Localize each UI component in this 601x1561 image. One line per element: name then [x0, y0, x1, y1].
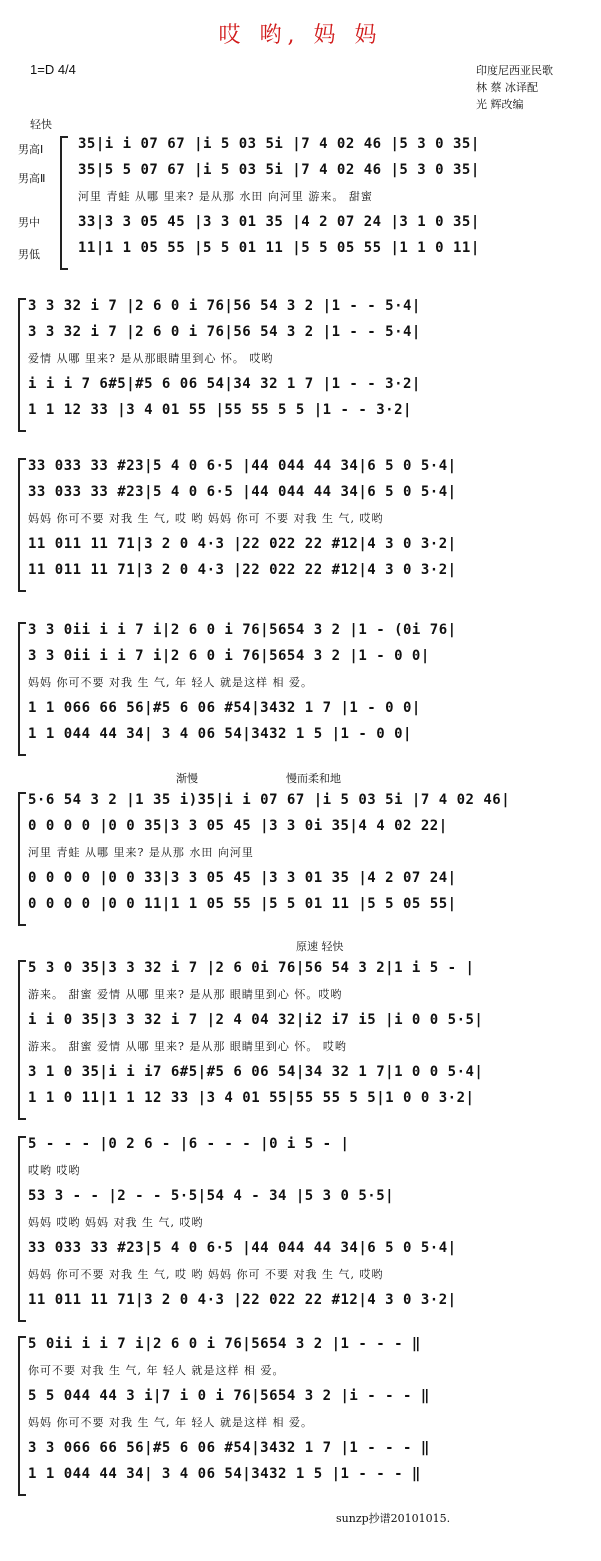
notation-line: 3 1 0 35|i i i7 6#5|#5 6 06 54|34 32 1 7|1 0 0 5·4| [28, 1064, 484, 1080]
notation-line: 11|1 1 05 55 |5 5 01 11 |5 5 05 55 |1 1 0 11| [78, 240, 480, 256]
system-brace [18, 622, 26, 756]
notation-line: 5 3 0 35|3 3 32 i 7 |2 6 0i 76|56 54 3 2|1 i 5 - | [28, 960, 475, 976]
lyric-line: 游来。 甜蜜 爱情 从哪 里来? 是从那 眼睛里到心 怀。 哎哟 [28, 1040, 347, 1053]
notation-line: 35|i i 07 67 |i 5 03 5i |7 4 02 46 |5 3 0 35| [78, 136, 480, 152]
notation-line: i i i 7 6#5|#5 6 06 54|34 32 1 7 |1 - - 3·2| [28, 376, 421, 392]
song-title: 哎 哟, 妈 妈 [218, 23, 383, 48]
notation-line: 33 033 33 #23|5 4 0 6·5 |44 044 44 34|6 5 0 5·4| [28, 484, 457, 500]
tempo-a-tempo: 原速 轻快 [296, 940, 344, 953]
lyric-line: 妈妈 你可不要 对我 生 气, 年 轻人 就是这样 相 爱。 [28, 676, 313, 689]
lyric-line: 妈妈 你可不要 对我 生 气, 哎 哟 妈妈 你可 不要 对我 生 气, 哎哟 [28, 1268, 384, 1281]
notation-line: 0 0 0 0 |0 0 35|3 3 05 45 |3 3 0i 35|4 4 02 22| [28, 818, 448, 834]
lyric-line: 爱情 从哪 里来? 是从那眼睛里到心 怀。 哎哟 [28, 352, 274, 365]
tempo-rit: 渐慢 [176, 772, 198, 785]
part-bass: 男低 [18, 248, 40, 261]
notation-line: 35|5 5 07 67 |i 5 03 5i |7 4 02 46 |5 3 0 35| [78, 162, 480, 178]
system-brace [18, 298, 26, 432]
notation-line: 3 3 0ii i i 7 i|2 6 0 i 76|5654 3 2 |1 - (0i 76| [28, 622, 457, 638]
lyric-line: 妈妈 哎哟 妈妈 对我 生 气, 哎哟 [28, 1216, 204, 1229]
notation-line: 11 011 11 71|3 2 0 4·3 |22 022 22 #12|4 3 0 3·2| [28, 562, 457, 578]
system-brace [18, 792, 26, 926]
credit-translators: 林 蔡 冰译配 [476, 81, 538, 94]
lyric-line: 河里 青蛙 从哪 里来? 是从那 水田 向河里 游来。 甜蜜 [78, 190, 373, 203]
notation-line: 33 033 33 #23|5 4 0 6·5 |44 044 44 34|6 5 0 5·4| [28, 1240, 457, 1256]
notation-line: 3 3 066 66 56|#5 6 06 #54|3432 1 7 |1 - - - ‖ [28, 1440, 430, 1456]
lyric-line: 你可不要 对我 生 气, 年 轻人 就是这样 相 爱。 [28, 1364, 285, 1377]
credits [476, 62, 553, 113]
notation-line: 1 1 044 44 34| 3 4 06 54|3432 1 5 |1 - 0 0| [28, 726, 412, 742]
part-baritone: 男中 [18, 216, 40, 229]
part-tenor-1: 男高Ⅰ [18, 143, 44, 156]
system-brace [18, 960, 26, 1120]
notation-line: 5·6 54 3 2 |1 35 i)35|i i 07 67 |i 5 03 5i |7 4 02 46| [28, 792, 511, 808]
notation-line: 5 - - - |0 2 6 - |6 - - - |0 i 5 - | [28, 1136, 350, 1152]
lyric-line: 游来。 甜蜜 爱情 从哪 里来? 是从那 眼睛里到心 怀。哎哟 [28, 988, 343, 1001]
system-brace [60, 136, 68, 270]
notation-line: 33|3 3 05 45 |3 3 01 35 |4 2 07 24 |3 1 0 35| [78, 214, 480, 230]
notation-line: 1 1 0 11|1 1 12 33 |3 4 01 55|55 55 5 5|1 0 0 3·2| [28, 1090, 475, 1106]
system-brace [18, 1136, 26, 1322]
notation-line: i i 0 35|3 3 32 i 7 |2 4 04 32|i2 i7 i5 |i 0 0 5·5| [28, 1012, 484, 1028]
notation-line: 33 033 33 #23|5 4 0 6·5 |44 044 44 34|6 5 0 5·4| [28, 458, 457, 474]
notation-line: 5 5 044 44 3 i|7 i 0 i 76|5654 3 2 |i - - - ‖ [28, 1388, 430, 1404]
part-tenor-2: 男高Ⅱ [18, 172, 46, 185]
notation-line: 0 0 0 0 |0 0 11|1 1 05 55 |5 5 01 11 |5 5 05 55| [28, 896, 457, 912]
lyric-line: 妈妈 你可不要 对我 生 气, 年 轻人 就是这样 相 爱。 [28, 1416, 313, 1429]
system-brace [18, 1336, 26, 1496]
notation-line: 1 1 044 44 34| 3 4 06 54|3432 1 5 |1 - - - ‖ [28, 1466, 421, 1482]
credit-origin: 印度尼西亚民歌 [476, 64, 553, 77]
notation-line: 3 3 0ii i i 7 i|2 6 0 i 76|5654 3 2 |1 - 0 0| [28, 648, 430, 664]
lyric-line: 妈妈 你可不要 对我 生 气, 哎 哟 妈妈 你可 不要 对我 生 气, 哎哟 [28, 512, 384, 525]
tempo-start: 轻快 [30, 118, 52, 131]
notation-line: 53 3 - - |2 - - 5·5|54 4 - 34 |5 3 0 5·5| [28, 1188, 395, 1204]
notation-line: 3 3 32 i 7 |2 6 0 i 76|56 54 3 2 |1 - - 5·4| [28, 324, 421, 340]
notation-line: 3 3 32 i 7 |2 6 0 i 76|56 54 3 2 |1 - - 5·4| [28, 298, 421, 314]
credit-arranger: 光 辉改编 [476, 98, 524, 111]
lyric-line: 哎哟 哎哟 [28, 1164, 81, 1177]
notation-line: 0 0 0 0 |0 0 33|3 3 05 45 |3 3 01 35 |4 2 07 24| [28, 870, 457, 886]
notation-line: 5 0ii i i 7 i|2 6 0 i 76|5654 3 2 |1 - - - ‖ [28, 1336, 421, 1352]
notation-line: 1 1 066 66 56|#5 6 06 #54|3432 1 7 |1 - 0 0| [28, 700, 421, 716]
tempo-soft: 慢而柔和地 [286, 772, 341, 785]
system-brace [18, 458, 26, 592]
key-signature: 1=D 4/4 [30, 62, 76, 77]
notation-line: 11 011 11 71|3 2 0 4·3 |22 022 22 #12|4 3 0 3·2| [28, 536, 457, 552]
notation-line: 1 1 12 33 |3 4 01 55 |55 55 5 5 |1 - - 3·2| [28, 402, 412, 418]
lyric-line: 河里 青蛙 从哪 里来? 是从那 水田 向河里 [28, 846, 254, 859]
notation-line: 11 011 11 71|3 2 0 4·3 |22 022 22 #12|4 3 0 3·2| [28, 1292, 457, 1308]
transcriber-note: sunzp抄谱20101015. [336, 1512, 451, 1525]
